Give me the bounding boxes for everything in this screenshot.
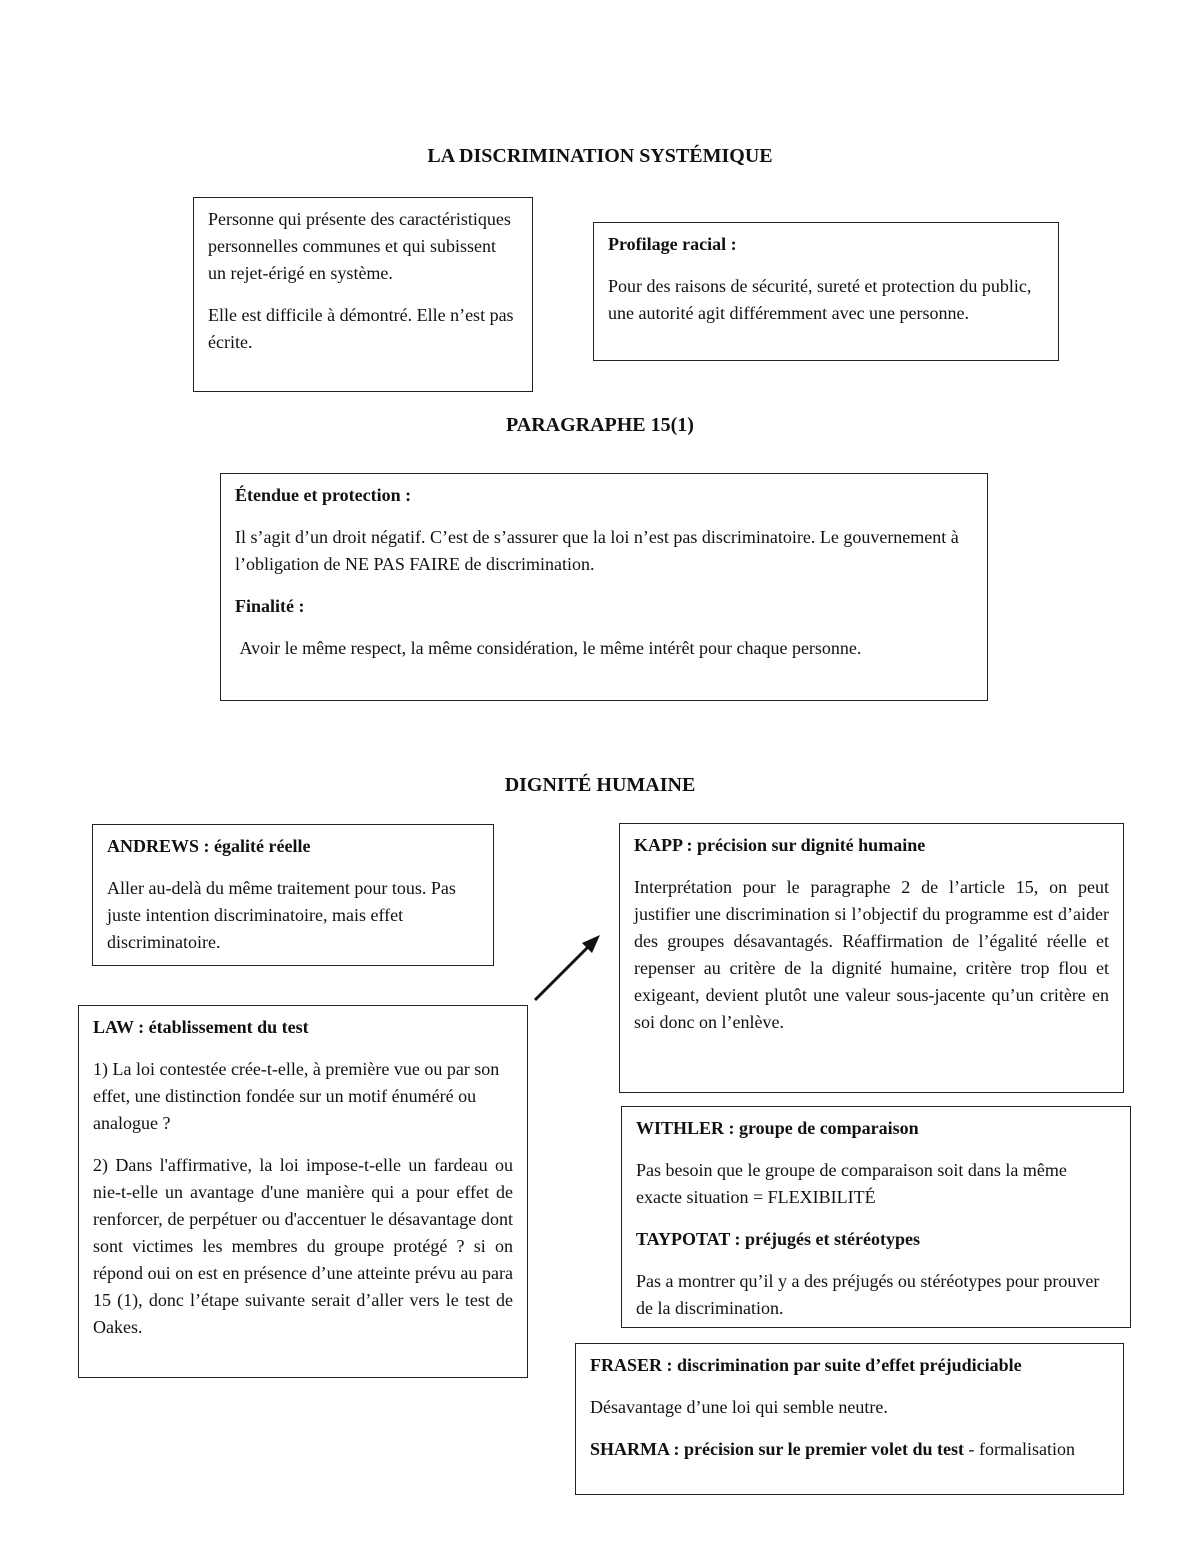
law-title: LAW : établissement du test <box>93 1017 309 1037</box>
law-step-2-text: 2) Dans l'affirmative, la loi impose-t-elle un fardeau ou nie-t-elle un avantage d'une manière qui a pour effet de renforcer, de perpétuer ou d'accentuer le désavantage dont sont victimes les membres du groupe protégé ? si on répond oui on est en présence d’une atteinte prévu au para 15 (1), donc l’étape suivante serait d’aller vers le test de Oakes. <box>93 1155 513 1337</box>
andrews-title: ANDREWS : égalité réelle <box>107 836 311 856</box>
law-box <box>78 1005 528 1378</box>
scope-text: Il s’agit d’un droit négatif. C’est de s’assurer que la loi n’est pas discriminatoire. Le gouvernement à l’obligation de NE PAS FAIRE de discrimination. <box>235 527 959 574</box>
sharma-title: SHARMA : précision sur le premier volet du test <box>590 1439 964 1459</box>
section-heading-paragraph-15: PARAGRAPHE 15(1) <box>506 414 694 436</box>
racial-profiling-box <box>593 222 1059 361</box>
taypotat-title: TAYPOTAT : préjugés et stéréotypes <box>636 1229 920 1249</box>
withler-text: Pas besoin que le groupe de comparaison soit dans la même exacte situation = FLEXIBILITÉ <box>636 1160 1067 1207</box>
racial-profiling-text: Pour des raisons de sécurité, sureté et protection du public, une autorité agit différemment avec une personne. <box>608 276 1032 323</box>
kapp-title: KAPP : précision sur dignité humaine <box>634 835 926 855</box>
andrews-text: Aller au-delà du même traitement pour tous. Pas juste intention discriminatoire, mais effet discriminatoire. <box>107 878 456 952</box>
systemic-proof-text: Elle est difficile à démontré. Elle n’est pas écrite. <box>208 305 514 352</box>
purpose-text: Avoir le même respect, la même considération, le même intérêt pour chaque personne. <box>235 638 862 658</box>
section-heading-dignity: DIGNITÉ HUMAINE <box>504 774 696 796</box>
page-title: LA DISCRIMINATION SYSTÉMIQUE <box>427 145 773 167</box>
kapp-box <box>619 823 1124 1093</box>
fraser-title: FRASER : discrimination par suite d’effet préjudiciable <box>590 1355 1022 1375</box>
arrow-icon <box>520 925 610 1005</box>
withler-taypotat-box <box>621 1106 1131 1328</box>
kapp-text: Interprétation pour le paragraphe 2 de l’article 15, on peut justifier une discrimination si l’objectif du programme est d’aider des groupes désavantagés. Réaffirmation de l’égalité réelle et repenser au critère de la dignité humaine, critère trop flou et exigeant, devient plutôt une valeur sous-jacente qu’un critère en soi donc on l’enlève. <box>634 877 1109 1032</box>
systemic-definition-text: Personne qui présente des caractéristiques personnelles communes et qui subissent un rejet-érigé en système. <box>208 209 511 283</box>
withler-title: WITHLER : groupe de comparaison <box>636 1118 919 1138</box>
fraser-sharma-box <box>575 1343 1124 1495</box>
andrews-box <box>92 824 494 966</box>
fraser-text: Désavantage d’une loi qui semble neutre. <box>590 1397 888 1417</box>
scope-title: Étendue et protection : <box>235 485 412 505</box>
law-step-1-text: 1) La loi contestée crée-t-elle, à première vue ou par son effet, une distinction fondée sur un motif énuméré ou analogue ? <box>93 1059 500 1133</box>
systemic-discrimination-box <box>193 197 533 392</box>
racial-profiling-title: Profilage racial : <box>608 234 737 254</box>
sharma-paragraph <box>590 1436 1109 1463</box>
taypotat-text: Pas a montrer qu’il y a des préjugés ou stéréotypes pour prouver de la discrimination. <box>636 1271 1100 1318</box>
purpose-title: Finalité : <box>235 596 305 616</box>
sharma-suffix: - formalisation <box>963 1439 1075 1459</box>
scope-and-purpose-box <box>220 473 988 701</box>
